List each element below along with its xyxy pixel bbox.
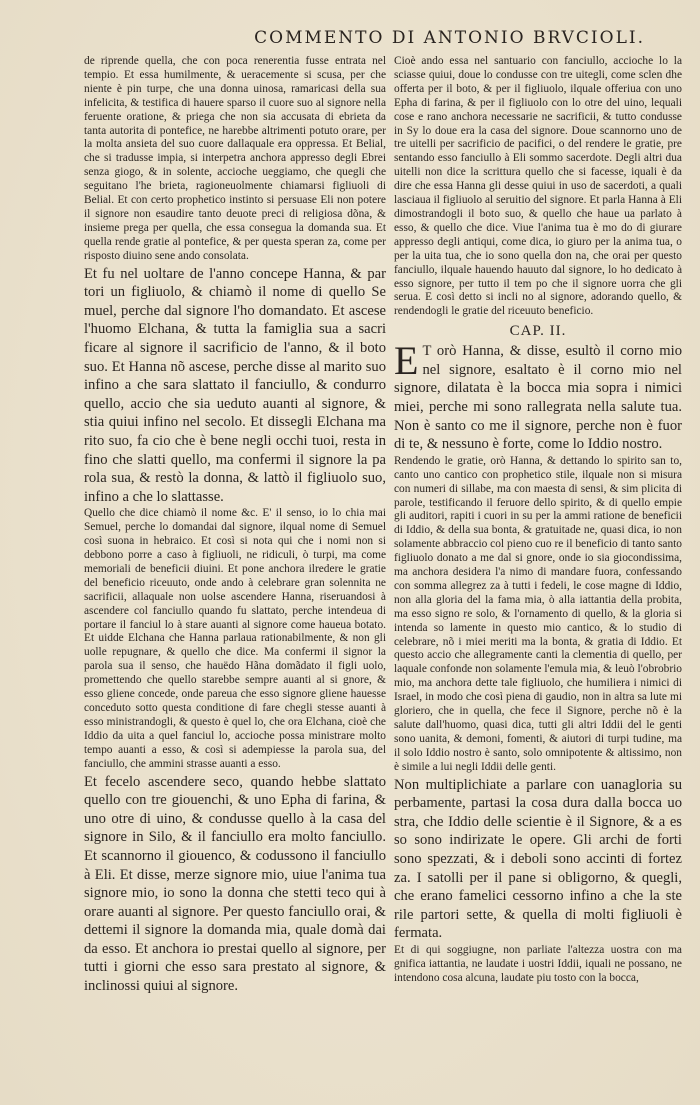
commentary-paragraph: Rendendo le gratie, orò Hanna, & dettando lo spirito san to, canto uno cantico con prophetico stile, ilquale non si misura con numeri di sillabe, ma con maesta di sensi, & sim plicita di parole, testificando il feruore dello spirito, & di quello empie gli auditori, rapiti i cuori in su per la ammi ratione de beneficii di Iddio, & della sua bonta, & gratuitade ne, quasi dica, io non solamente abbraccio col pieno cuo re il beneficio di tanto santo figliuolo donato a me dal si gnore, onde io sia giocondissima, ma anchora desidera l'a nimo di mandare fuora, confessando con somma allegrez za à tutti i fedeli, le cose magne di Iddio, non alla gloria del la fama mia, ò alla iattantia della probita, ma esso signo re solo, & l'ornamento di quello, & la gloria si intenda so lamente in questo mio cantico, & lo studio di celebrare, nõ i miei meriti ma la bonta, & gratia di Iddio. Et questo accio che allegramente canti la clementia di quello, per laquale confonde non solamente l'emula mia, & leuò l'obrobrio mio, ma anchora dette tale figliuolo, che humiliera i nimici di Israel, in modo che così piena di gaudio, non in altra sa lute mi gloriero, che in quella, che fece il Signore, perche nõ è la salute dall'huomo, quasi dica, tutti gli altri Iddii del le genti sono uanita, & demoni, fomenti, & aiutori di turpi tudine, ma il solo Iddio nostro è santo, solo omnipotente & altissimo, non è simile a lui negli Iddii delle genti. bbox=[394, 454, 682, 773]
drop-cap: E bbox=[394, 338, 419, 384]
commentary-paragraph: Quello che dice chiamò il nome &c. E' il senso, io lo chia mai Semuel, perche lo domandai dal signore, ilqual nome di Semuel così suona in hebraico. Et così si nota qui che i nomi non si debbono porre a caso à figliuoli, ne ridiculi, ò turpi, ma come memoriali de beneficii diuini. Et pone anchora ilredere le gratie del beneficio riceuuto, onde ando à celebrare gran solennita ne sacrificii, allaquale non uolse ascendere Hanna, riseruandosi à ascendere col fanciullo quando fu slattato, perche intendeua di portare il fanciul lo à stare auanti al signore come haueua botato. Et uidde Elchana che Hanna parlaua rationabilmente, & non gli uolle repugnare, & quello che dice. Ma confermi il signor la parola sua il senso, che hauëdo Hãna domãdato il figli uolo, promettendo che quello starebbe sempre auanti al si gnore, & esso gliene concede, onde pareua che esso signore gliene hauesse conceduto sotto questa conditione di fare chegli stesse auanti à esso ministrandogli, & questo è quel lo, che ora Elchana, cioè che Iddio da uita a quel fanciul lo, accioche possa ministrare molto tempo auanti a esso, & così si adempiesse la parola sua, del fanciullo, che ammini strasse auanti a esso. bbox=[84, 507, 386, 770]
scripture-paragraph bbox=[394, 338, 682, 454]
scripture-paragraph: Et fu nel uoltare de l'anno concepe Hanna, & par tori un figliuolo, & chiamò il nome di quello Se muel, perche dal signore l'ho domandato. Et ascese l'huomo Elchana, & tutta la famiglia sua a sacri ficare al signore il sacrificio de l'anno, & il boto suo. Et Hanna nõ ascese, perche disse al marito suo infino a che sara slattato il fanciullo, & condurro quello, accio che sia ueduto auanti al signore, & stia quiui infino nel secolo. Et dissegli Elchana ma rito suo, fa cio che è bene negli occhi tuoi, resta in fino che slatti quello, ma confermi il signore la pa rola sua, & restò la donna, & lattò il figliuolo suo, infino a che lo slattasse. bbox=[84, 265, 386, 505]
scripture-paragraph: Non multiplichiate a parlare con uanagloria su perbamente, partasi la cosa dura dalla bocca uo stra, che Iddio delle scientie è il Signore, & a es so sono indirizate le opere. Gli archi de forti sono spezzati, & i deboli sono accinti di fortez za. I satolli per il pane si obligorno, & quegli, che erano famelici cessorno infino a che la ste rile partori sette, & quella di molti figliuoli è fermata. bbox=[394, 776, 682, 942]
commentary-paragraph: de riprende quella, che con poca renerentia fusse entrata nel tempio. Et essa humilmente, & ueracemente si scusa, per che niente è pin turpe, che una donna uinosa, ramaricasi della sua infelicita, & testifica di hauere sparso il cuore suo al signore nella feruente oratione, & priega che non sia accusata di ebrieta da tanta autorita di pontefice, ne harebbe altrimenti potuto orare, per la molta ansieta del suo cuore dallaquale era oppressa. Et Belial, che si tradusse impia, si interpetra anchora appresso degli Ebrei senza giogo, & in solente, accioche ueggiamo, che quegli che seguitano l'he brieta, ragioneuolmente chiamarsi figliuoli di Belial. Et con certo prophetico instinto si persuase Eli non potere il signore non esaudire tanto deuote preci di religiosa dõna, & insieme prega per quella, che essa consegua la domanda sua. Et quella rende gratie al pontefice, & per questa speran za, come per risposto diuino sene ando consolata. bbox=[84, 55, 386, 262]
left-column bbox=[84, 55, 386, 997]
commentary-paragraph: Cioè ando essa nel santuario con fanciullo, accioche lo la sciasse quiui, doue lo condusse con tre uitegli, come sclen dhe offerta per il boto, & per il figliuolo, ilquale offeriua con uno Epha di farina, & per il figliuolo con lo otre del uino, lequali cose e rano anchora necessarie ne sacrificii, & tutto condusse in Sy lo doue era la casa del signore. Doue scannorno uno de tre uitelli per sacrificio de pacifici, o del rendere le gratie, pre sentando esso fanciullo à Eli sommo sacerdote. Degli altri dua uitelli non dice la scrittura quello che si facesse, iquali è da dire che essa Hanna gli desse quiui in uso de sacerdoti, a quali lasciaua il figliuolo al seruitio del signore. Et parla Hanna à Eli dimostrandogli il boto suo, & quello che haue ua parlato à esso, & quello che dice. Viue l'anima tua è mo do di giurare appresso degli antiqui, come dica, io giuro per la anima tua, o per la uita tua, che io sono quella don na, che orai per questo fanciullo, ilquale hauendo hauuto dal signore, lo ho dedicato à esso signore, per tutto il tem po che il signore uorra che gli serua. E così detto si incli no al signore, adorando quello, & rendendogli le gratie del riceuuto beneficio. bbox=[394, 55, 682, 318]
chapter-heading: CAP. II. bbox=[509, 323, 567, 340]
right-column bbox=[394, 55, 682, 987]
scripture-text: T orò Hanna, & disse, esultò il corno mio nel signore, esaltato è il corno mio nel signore, dilatata è la bocca mia sopra i nimici miei, perche mi sono rallegrata nella salute tua. Non è santo co me il signore, perche non è fuor di te, & nessuno è forte, come lo Iddio nostro. bbox=[394, 343, 682, 453]
commentary-paragraph: Et di qui soggiugne, non parliate l'altezza uostra con ma gnifica iattantia, ne laudate i uostri Iddii, iquali ne possano, ne intendono cosa alcuna, laudate piu tosto con la bocca, bbox=[394, 943, 682, 984]
running-header: COMMENTO DI ANTONIO BRVCIOLI. bbox=[254, 28, 645, 48]
scripture-paragraph: Et fecelo ascendere seco, quando hebbe slattato quello con tre giouenchi, & uno Epha di farina, & uno otre di uino, & condusse quello à la casa del signore in Silo, & il fanciullo era molto fanciullo. Et scannorno il giouenco, & codussono il fanciullo à Eli. Et disse, merze signore mio, uiue l'anima tua signore mio, io sono la donna che stetti teco qui à orare auanti al signore. Per questo fanciullo orai, & dettemi il signore la domanda mia, quale domà dai da esso. Et anchora io prestai quello al signore, per tutti i giorni che esso sara prestato al signore, & inclinossi quiui al signore. bbox=[84, 773, 386, 995]
